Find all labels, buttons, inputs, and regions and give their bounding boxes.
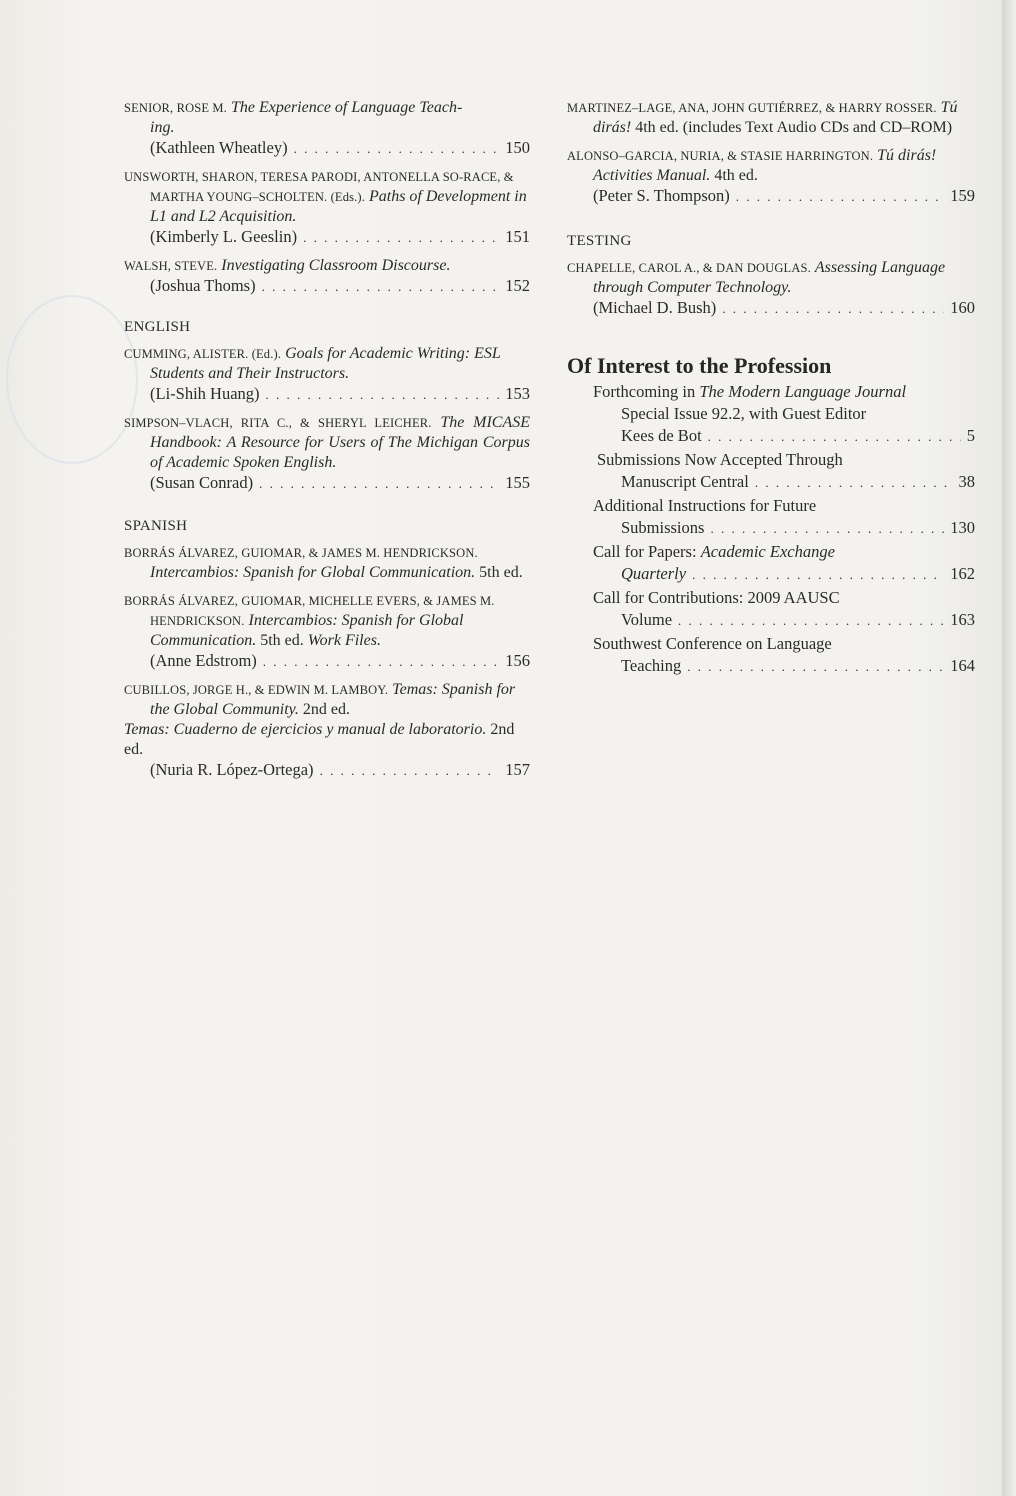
section-heading-testing: TESTING	[567, 233, 632, 249]
toc-item	[567, 495, 975, 540]
page-number: 163	[950, 610, 975, 629]
entry-edition: 5th ed.	[260, 632, 304, 649]
entry-title: Tú dirás! Activities Manual.	[593, 147, 937, 184]
reviewer-name: (Kathleen Wheatley)	[150, 138, 288, 157]
page-number: 5	[966, 426, 975, 445]
entry-title: Paths of Development in L1 and L2 Acquisition.	[150, 188, 527, 225]
toc-text: Forthcoming in	[593, 382, 700, 401]
page-number: 157	[505, 760, 530, 779]
entry-authors: CUMMING, ALISTER. (Ed.).	[124, 347, 282, 361]
reviewer-line	[567, 186, 975, 207]
toc-title: Academic Exchange	[700, 542, 835, 561]
toc-text: Manuscript Central	[621, 472, 749, 491]
entry-authors: ALONSO–GARCIA, NURIA, & STASIE HARRINGTON.	[567, 149, 874, 163]
page-number: 164	[950, 656, 975, 675]
entry-authors: BORRÁS ÁLVAREZ, GUIOMAR, MICHELLE EVERS, & JAMES M. HENDRICKSON.	[124, 594, 495, 628]
toc-item	[567, 541, 975, 586]
left-column	[124, 90, 530, 781]
interest-list	[567, 381, 975, 678]
toc-text: Additional Instructions for Future	[593, 496, 817, 515]
reviewer-line	[124, 651, 530, 672]
review-entry	[124, 680, 530, 781]
reviewer-name: (Peter S. Thompson)	[593, 186, 730, 205]
library-stamp	[6, 295, 138, 464]
entry-title: Intercambios: Spanish for Global Communication.	[150, 564, 476, 581]
entry-authors: CHAPELLE, CAROL A., & DAN DOUGLAS.	[567, 261, 811, 275]
page-number: 150	[505, 138, 530, 157]
toc-text: Submissions	[621, 518, 705, 537]
page-number: 153	[505, 384, 530, 403]
reviewer-name: (Michael D. Bush)	[593, 298, 717, 317]
toc-text: Kees de Bot	[621, 426, 702, 445]
entry-title: Assessing Language through Computer Technology.	[593, 259, 946, 296]
entry-edition: 5th ed.	[479, 564, 523, 581]
review-entry	[124, 591, 530, 672]
page-number: 156	[505, 651, 530, 670]
entry-title: Goals for Academic Writing: ESL Students and Their Instructors.	[150, 345, 501, 382]
toc-item	[567, 587, 975, 632]
toc-text: Special Issue 92.2, with Guest Editor	[621, 404, 867, 423]
reviewer-line	[124, 276, 530, 297]
page-number: 151	[505, 227, 530, 246]
entry-edition: 2nd ed.	[302, 701, 350, 718]
reviewer-name: (Kimberly L. Geeslin)	[150, 227, 298, 246]
toc-text: Southwest Conference on Language	[593, 634, 832, 653]
entry-title-cont: Temas: Cuaderno de ejercicios y manual de laboratorio.	[124, 721, 487, 738]
section-heading-spanish: SPANISH	[124, 518, 188, 534]
reviewer-name: (Nuria R. López-Ortega)	[150, 760, 314, 779]
entry-edition: 4th ed. (includes Text Audio CDs and CD–ROM)	[635, 119, 953, 136]
page-number: 160	[950, 298, 975, 317]
review-entry	[124, 256, 530, 297]
entry-authors: UNSWORTH, SHARON, TERESA PARODI, ANTONELLA SO-RACE, & MARTHA YOUNG–SCHOLTEN. (Eds.).	[124, 170, 514, 204]
entry-title: Intercambios: Spanish for Global Communication.	[150, 612, 464, 649]
toc-title: The Modern Language Journal	[699, 382, 907, 401]
entry-edition: 4th ed.	[714, 167, 758, 184]
page-number: 152	[505, 276, 530, 295]
entry-edition: 2nd ed.	[124, 721, 515, 758]
reviewer-line	[567, 298, 975, 319]
page-number: 130	[950, 518, 975, 537]
entry-authors: MARTINEZ–LAGE, ANA, JOHN GUTIÉRREZ, & HARRY ROSSER.	[567, 101, 937, 115]
entry-authors: WALSH, STEVE.	[124, 259, 218, 273]
review-entry	[124, 543, 530, 583]
review-entry	[124, 413, 530, 494]
entry-authors: CUBILLOS, JORGE H., & EDWIN M. LAMBOY.	[124, 683, 389, 697]
reviewer-line	[124, 760, 530, 781]
reviewer-line	[124, 138, 530, 159]
reviewer-name: (Susan Conrad)	[150, 473, 254, 492]
review-entry	[124, 98, 530, 159]
reviewer-line	[124, 384, 530, 405]
toc-text: Teaching	[621, 656, 682, 675]
entry-title-cont: ing.	[150, 119, 175, 136]
review-entry	[567, 258, 975, 319]
review-entry	[567, 98, 975, 138]
entry-title: The Experience of Language Teach-	[230, 99, 463, 116]
page-number: 38	[958, 472, 975, 491]
section-heading-english: ENGLISH	[124, 319, 191, 335]
toc-item	[567, 633, 975, 678]
entry-authors: SENIOR, ROSE M.	[124, 101, 227, 115]
section-heading-interest: Of Interest to the Profession	[567, 353, 832, 378]
page-number: 155	[505, 473, 530, 492]
reviewer-name: (Joshua Thoms)	[150, 276, 256, 295]
review-entry	[567, 146, 975, 207]
entry-title-cont: Work Files.	[307, 632, 381, 649]
toc-text: Call for Contributions: 2009 AAUSC	[593, 588, 840, 607]
review-entry	[124, 167, 530, 248]
page-edge	[1002, 0, 1016, 1496]
entry-title: Investigating Classroom Discourse.	[221, 257, 451, 274]
entry-authors: BORRÁS ÁLVAREZ, GUIOMAR, & JAMES M. HENDRICKSON.	[124, 546, 478, 560]
entry-title: Temas: Spanish for the Global Community.	[150, 681, 516, 718]
entry-title: The MICASE Handbook: A Resource for Users of The Michigan Corpus of Academic Spoken English.	[150, 414, 531, 471]
reviewer-line	[124, 473, 530, 494]
toc-title: Quarterly	[621, 564, 687, 583]
entry-title: Tú dirás!	[593, 99, 958, 136]
page-number: 159	[950, 186, 975, 205]
reviewer-line	[124, 227, 530, 248]
reviewer-name: (Anne Edstrom)	[150, 651, 257, 670]
toc-item	[567, 449, 975, 494]
review-entry	[124, 344, 530, 405]
toc-text: Call for Papers:	[593, 542, 701, 561]
page-number: 162	[950, 564, 975, 583]
toc-text: Volume	[621, 610, 673, 629]
entry-authors: SIMPSON–VLACH, RITA C., & SHERYL LEICHER.	[124, 416, 432, 430]
right-column	[567, 90, 975, 679]
reviewer-name: (Li-Shih Huang)	[150, 384, 260, 403]
toc-text: Submissions Now Accepted Through	[597, 450, 843, 469]
toc-item	[567, 381, 975, 448]
